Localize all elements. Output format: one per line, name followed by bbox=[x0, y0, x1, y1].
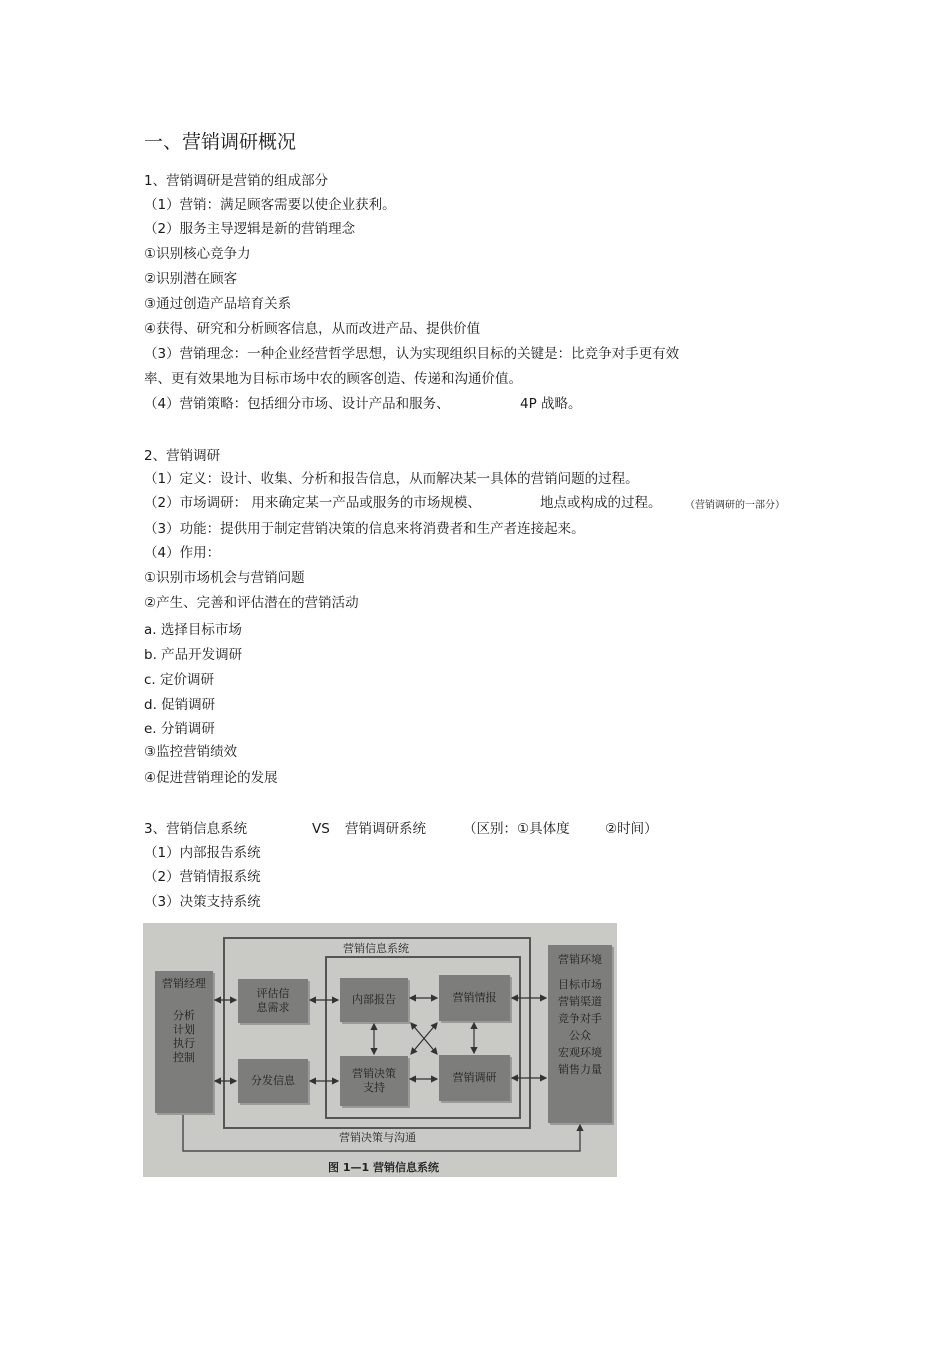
vs-text: VS bbox=[312, 821, 330, 837]
text-line: ①识别核心竞争力 bbox=[144, 246, 251, 262]
text-line: （1）营销：满足顾客需要以使企业获利。 bbox=[144, 197, 396, 213]
env-item: 目标市场 bbox=[558, 978, 602, 991]
difference-note: （区别：①具体度 bbox=[463, 821, 570, 837]
section-1-heading: 1、营销调研是营销的组成部分 bbox=[144, 173, 329, 189]
text-line: （3）营销理念：一种企业经营哲学思想，认为实现组织目标的关键是：比竞争对手更有效 bbox=[144, 346, 680, 362]
research-box: 营销调研 bbox=[439, 1055, 510, 1101]
text-line: （2）市场调研： 用来确定某一产品或服务的市场规模、 bbox=[144, 495, 481, 511]
list-item: b. 产品开发调研 bbox=[144, 647, 243, 663]
text-line: 率、更有效果地为目标市场中农的顾客创造、传递和沟通价值。 bbox=[144, 371, 522, 387]
difference-note-2: ②时间） bbox=[605, 821, 658, 837]
mis-label: 营销信息系统 bbox=[343, 942, 409, 955]
text-line: 4P 战略。 bbox=[520, 396, 582, 412]
dss-box: 营销决策 支持 bbox=[340, 1056, 408, 1106]
text-line: ④促进营销理论的发展 bbox=[144, 770, 278, 786]
figure-caption: 图 1—1 营销信息系统 bbox=[328, 1161, 439, 1174]
assess-box: 评估信 息需求 bbox=[238, 979, 308, 1023]
text-line: ③监控营销绩效 bbox=[144, 744, 238, 760]
env-item: 销售力量 bbox=[558, 1063, 602, 1076]
intel-box: 营销情报 bbox=[439, 975, 510, 1021]
section-3-heading: 3、营销信息系统 bbox=[144, 821, 248, 837]
list-item: d. 促销调研 bbox=[144, 697, 216, 713]
manager-title: 营销经理 bbox=[162, 977, 206, 990]
env-item: 营销渠道 bbox=[558, 995, 602, 1008]
text-line: 地点或构成的过程。 bbox=[540, 495, 662, 511]
list-item: （3）决策支持系统 bbox=[144, 894, 261, 910]
manager-body: 分析 计划 执行 控制 bbox=[173, 1009, 195, 1064]
list-item: （2）营销情报系统 bbox=[144, 869, 261, 885]
env-title: 营销环境 bbox=[558, 953, 602, 966]
bottom-arrow-label: 营销决策与沟通 bbox=[339, 1131, 416, 1144]
text-line: （4）作用： bbox=[144, 545, 221, 561]
text-line: ①识别市场机会与营销问题 bbox=[144, 570, 305, 586]
list-item: （1）内部报告系统 bbox=[144, 845, 261, 861]
page-title: 一、营销调研概况 bbox=[144, 131, 297, 153]
note-text: （营销调研的一部分） bbox=[685, 500, 785, 511]
list-item: a. 选择目标市场 bbox=[144, 622, 242, 638]
text-line: ④获得、研究和分析顾客信息，从而改进产品、提供价值 bbox=[144, 321, 481, 337]
env-item: 竞争对手 bbox=[558, 1012, 602, 1025]
env-item: 宏观环境 bbox=[558, 1046, 602, 1059]
text-line: （3）功能：提供用于制定营销决策的信息来将消费者和生产者连接起来。 bbox=[144, 521, 585, 537]
text-line: ③通过创造产品培育关系 bbox=[144, 296, 292, 312]
internal-report-box: 内部报告 bbox=[340, 978, 408, 1022]
list-item: e. 分销调研 bbox=[144, 721, 215, 737]
env-item: 公众 bbox=[569, 1029, 591, 1042]
text-line: （4）营销策略：包括细分市场、设计产品和服务、 bbox=[144, 396, 450, 412]
section-2-heading: 2、营销调研 bbox=[144, 448, 221, 464]
list-item: c. 定价调研 bbox=[144, 672, 215, 688]
distribute-box: 分发信息 bbox=[238, 1059, 308, 1103]
mis-figure bbox=[143, 923, 617, 1177]
text-line: （2）服务主导逻辑是新的营销理念 bbox=[144, 221, 356, 237]
text-line: ②识别潜在顾客 bbox=[144, 271, 238, 287]
text-line: （1）定义：设计、收集、分析和报告信息，从而解决某一具体的营销问题的过程。 bbox=[144, 471, 639, 487]
section-3-heading-b: 营销调研系统 bbox=[345, 821, 426, 837]
text-line: ②产生、完善和评估潜在的营销活动 bbox=[144, 595, 359, 611]
